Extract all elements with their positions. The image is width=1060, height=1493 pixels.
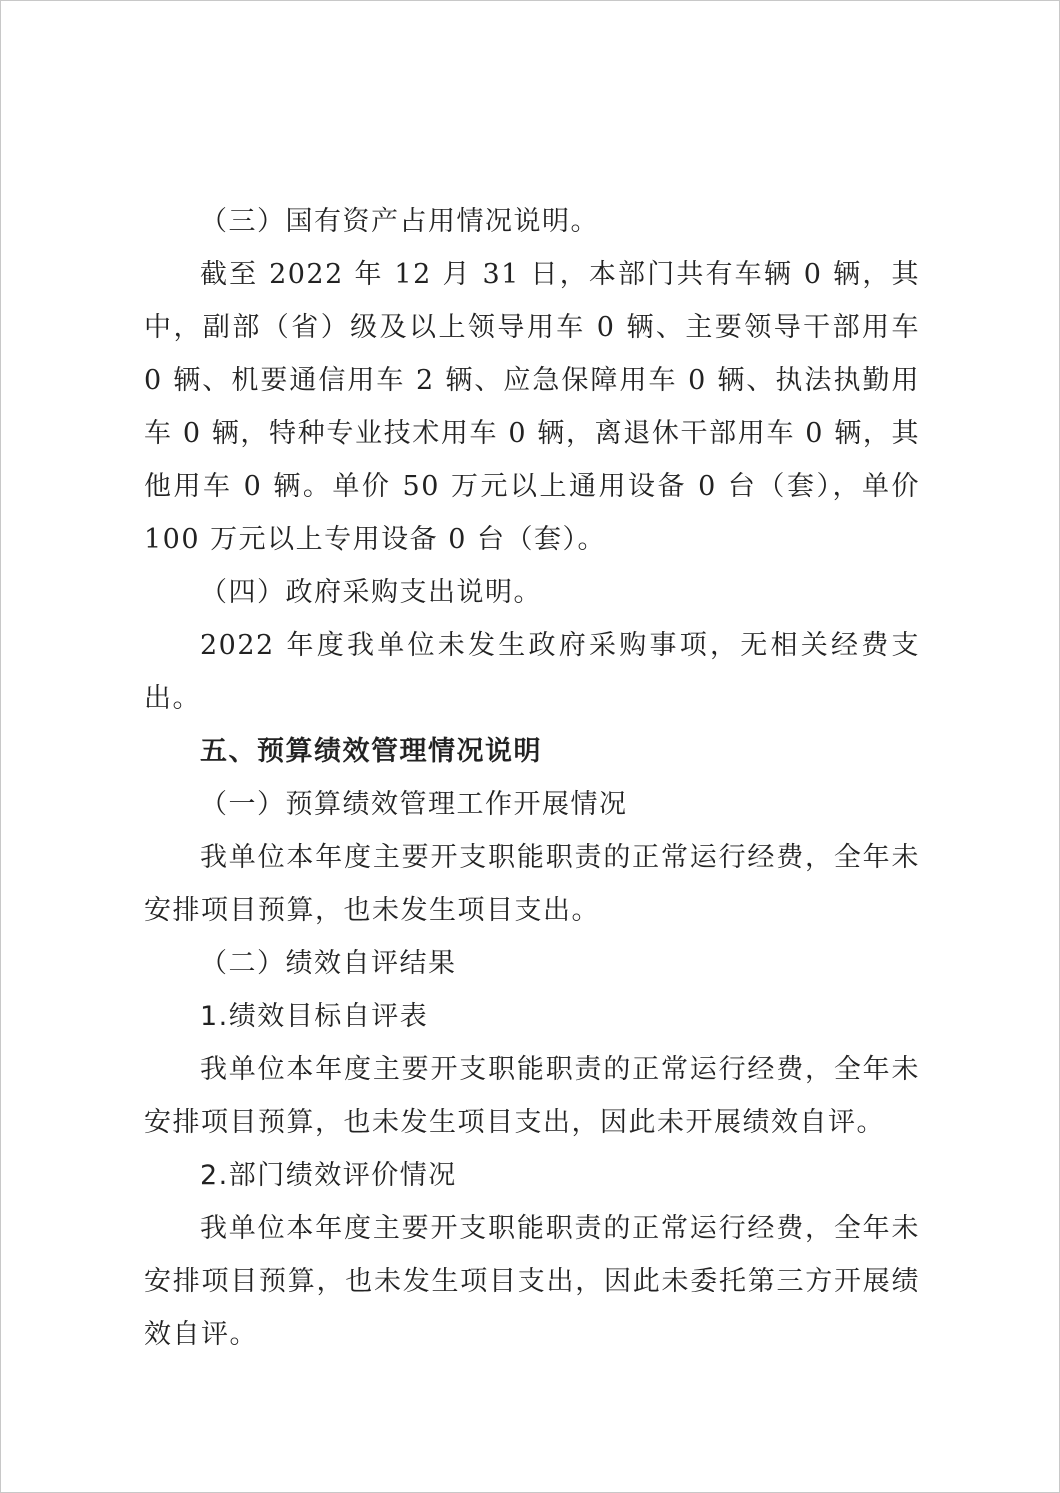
subsection-heading-performance-work: （一）预算绩效管理工作开展情况 [200,789,628,820]
paragraph-vehicles-equipment: 截至 2022 年 12 月 31 日，本部门共有车辆 0 辆，其中，副部（省）级及以上领导用车 0 辆、主要领导干部用车 0 辆、机要通信用车 2 辆、应急保障用车 0 辆、执法执勤用车 0 辆，特种专业技术用车 0 辆，离退休干部用车 0 辆，其他用车 0 辆。单价 50 万元以上通用设备 0 台（套），单价 100 万元以上专用设备 0 台（套）。 [144,259,920,555]
item-heading-department-evaluation: 2.部门绩效评价情况 [200,1160,457,1191]
document-body [144,195,920,1361]
paragraph-target-table: 我单位本年度主要开支职能职责的正常运行经费，全年未安排项目预算，也未发生项目支出，因此未开展绩效自评。 [144,1054,920,1138]
paragraph-department-evaluation: 我单位本年度主要开支职能职责的正常运行经费，全年未安排项目预算，也未发生项目支出，因此未委托第三方开展绩效自评。 [144,1213,920,1350]
section-heading-procurement: （四）政府采购支出说明。 [200,577,542,608]
subsection-heading-self-evaluation: （二）绩效自评结果 [200,948,457,979]
paragraph-performance-work: 我单位本年度主要开支职能职责的正常运行经费，全年未安排项目预算，也未发生项目支出。 [144,842,920,926]
item-heading-target-table: 1.绩效目标自评表 [200,1001,429,1032]
paragraph-procurement: 2022 年度我单位未发生政府采购事项，无相关经费支出。 [144,630,920,714]
section-heading-performance: 五、预算绩效管理情况说明 [200,736,542,767]
section-heading-state-assets: （三）国有资产占用情况说明。 [200,206,599,237]
